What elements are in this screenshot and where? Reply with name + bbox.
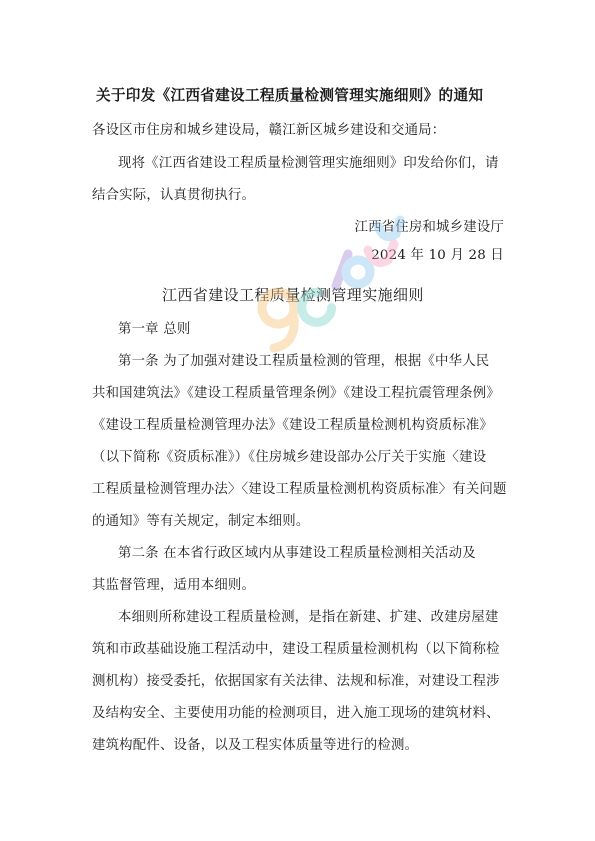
chapter-heading: 第一章 总则 <box>118 322 191 337</box>
paragraph3-line: 本细则所称建设工程质量检测，是指在新建、扩建、改建房屋建 <box>118 610 499 625</box>
article2-line: 其监督管理，适用本细则。 <box>92 578 256 593</box>
paragraph3-line: 建筑构配件、设备，以及工程实体质量等进行的检测。 <box>92 738 419 753</box>
article1-line: 第一条 为了加强对建设工程质量检测的管理，根据《中华人民 <box>118 354 490 369</box>
rules-title: 江西省建设工程质量检测管理实施细则 <box>162 286 424 304</box>
notice-issuer: 江西省住房和城乡建设厅 <box>354 220 504 235</box>
paragraph3-line: 测机构）接受委托，依据国家有关法律、法规和标准，对建设工程涉 <box>92 674 500 689</box>
article1-line: 共和国建筑法》《建设工程质量管理条例》《建设工程抗震管理条例》 <box>92 386 500 401</box>
notice-date: 2024 年 10 月 28 日 <box>371 248 504 263</box>
article1-line: 《建设工程质量检测管理办法》《建设工程质量检测机构资质标准》 <box>92 418 494 433</box>
article2-line: 第二条 在本省行政区域内从事建设工程质量检测相关活动及 <box>118 546 476 561</box>
paragraph3-line: 筑和市政基础设施工程活动中，建设工程质量检测机构（以下简称检 <box>92 642 500 657</box>
article1-line: 的通知》等有关规定，制定本细则。 <box>92 514 310 529</box>
notice-addressee: 各设区市住房和城乡建设局，赣江新区城乡建设和交通局： <box>92 123 446 138</box>
paragraph3-line: 及结构安全、主要使用功能的检测项目，进入施工现场的建筑材料、 <box>92 706 500 721</box>
notice-title: 关于印发《江西省建设工程质量检测管理实施细则》的通知 <box>96 87 484 104</box>
watermark-logo <box>238 206 408 366</box>
article1-line: （以下简称《资质标准》）《住房城乡建设部办公厅关于实施〈建设 <box>92 450 487 465</box>
article1-line: 工程质量检测管理办法〉〈建设工程质量检测机构资质标准〉有关问题 <box>92 482 507 497</box>
notice-body-line1: 现将《江西省建设工程质量检测管理实施细则》印发给你们，请 <box>118 156 499 171</box>
notice-body-line2: 结合实际，认真贯彻执行。 <box>92 188 256 203</box>
